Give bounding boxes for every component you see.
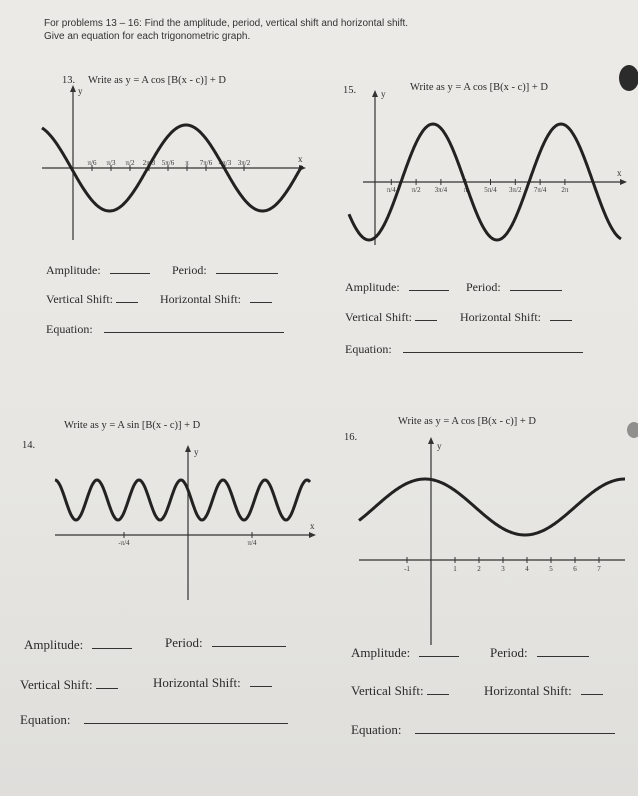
equation-blank[interactable] [403,342,583,353]
period-label: Period: [466,280,501,294]
x-tick-label: 3 [501,565,505,573]
equation-label: Equation: [345,342,392,356]
vertical-shift-label: Vertical Shift: [351,683,424,698]
amplitude-label: Amplitude: [345,280,400,294]
vertical-shift-label: Vertical Shift: [345,310,412,324]
period-blank[interactable] [510,280,562,291]
problem-14-equation [20,712,288,728]
problem-16-number: 16. [344,432,358,443]
x-tick-label: 2π/3 [142,159,156,167]
x-tick-label: 7 [597,565,601,573]
y-axis-label: y [381,90,386,99]
x-axis-label: x [310,521,315,531]
problem-16-horizontal-shift [484,683,603,699]
x-tick-label: π/6 [87,159,97,167]
problem-13-equation [46,322,284,337]
x-tick-label: 4π/3 [218,159,232,167]
x-tick-label: 7π/6 [199,159,213,167]
period-label: Period: [490,645,528,660]
problem-13-amplitude [46,263,150,278]
x-tick-label: -1 [404,565,410,573]
y-axis-label: y [437,441,442,451]
x-tick-label: 3π/4 [434,186,448,194]
period-blank[interactable] [212,636,286,647]
x-tick-label: 3π/2 [509,186,522,194]
x-tick-label: 5 [549,565,553,573]
x-tick-label: π/2 [411,186,421,194]
vertical-shift-blank[interactable] [427,684,449,695]
sine-curve [55,480,310,520]
horizontal-shift-label: Horizontal Shift: [153,675,241,690]
horizontal-shift-blank[interactable] [581,684,603,695]
x-axis-arrow-icon [309,532,316,538]
problem-14-horizontal-shift [153,675,272,691]
problem-13-horizontal-shift [160,292,272,307]
y-axis-arrow-icon [70,85,76,92]
cosine-curve [359,479,625,535]
vertical-shift-label: Vertical Shift: [46,292,113,306]
equation-blank[interactable] [415,723,615,734]
problem-13-period [172,263,278,278]
x-tick-label: 1 [453,565,457,573]
x-tick-label: 2 [477,565,481,573]
equation-label: Equation: [46,322,93,336]
vertical-shift-label: Vertical Shift: [20,677,93,692]
period-blank[interactable] [537,646,589,657]
x-axis-label: x [298,154,303,164]
period-label: Period: [172,263,207,277]
y-axis-label: y [194,447,199,457]
problem-16-instruction: Write as y = A cos [B(x - c)] + D [398,416,536,427]
amplitude-label: Amplitude: [46,263,101,277]
problem-16-graph [355,437,635,647]
x-tick-label: π [185,159,189,167]
problem-14-amplitude [24,637,132,653]
x-tick-label: 3π/2 [237,159,251,167]
horizontal-shift-blank[interactable] [250,292,272,303]
problem-15-amplitude [345,280,449,295]
problem-13-instruction: Write as y = A cos [B(x - c)] + D [88,75,226,86]
problem-16-equation [351,722,615,738]
x-tick-label: -π/4 [118,539,130,547]
problem-15-instruction: Write as y = A cos [B(x - c)] + D [410,82,548,93]
horizontal-shift-label: Horizontal Shift: [460,310,541,324]
amplitude-blank[interactable] [92,638,132,649]
x-tick-label: π/4 [386,186,396,194]
problem-15-equation [345,342,583,357]
equation-blank[interactable] [84,713,288,724]
problem-15-horizontal-shift [460,310,572,325]
horizontal-shift-blank[interactable] [250,676,272,687]
problem-15-number: 15. [343,85,357,96]
x-tick-label: 7π/4 [533,186,547,194]
problem-14-period [165,635,286,651]
vertical-shift-blank[interactable] [415,310,437,321]
period-label: Period: [165,635,203,650]
x-axis-arrow-icon [620,179,627,185]
equation-blank[interactable] [104,322,284,333]
page-smudge [627,422,638,438]
header-instructions: For problems 13 – 16: Find the amplitude, period, vertical shift and horizontal shift. [44,18,409,29]
vertical-shift-blank[interactable] [116,292,138,303]
problem-15-vertical-shift [345,310,437,325]
x-tick-label: π/4 [247,539,257,547]
y-axis-arrow-icon [372,90,378,97]
problem-16-amplitude [351,645,459,661]
problem-13-graph [40,85,330,245]
problem-16-vertical-shift [351,683,449,699]
problem-14-graph [40,445,325,605]
amplitude-label: Amplitude: [351,645,411,660]
equation-label: Equation: [20,712,71,727]
x-tick-label: π/3 [106,159,116,167]
problem-15-period [466,280,562,295]
y-axis-arrow-icon [185,445,191,452]
vertical-shift-blank[interactable] [96,678,118,689]
horizontal-shift-label: Horizontal Shift: [160,292,241,306]
problem-14-number: 14. [22,440,36,451]
amplitude-blank[interactable] [110,263,150,274]
x-tick-label: 6 [573,565,577,573]
x-tick-label: 5π/4 [484,186,497,194]
y-axis-label: y [78,86,83,96]
x-tick-labels [387,179,569,194]
page-smudge [619,65,638,91]
equation-label: Equation: [351,722,402,737]
amplitude-label: Amplitude: [24,637,84,652]
x-tick-label: 4 [525,565,529,573]
horizontal-shift-blank[interactable] [550,310,572,321]
period-blank[interactable] [216,263,278,274]
problem-13-number: 13. [62,75,76,86]
header-subinstructions: Give an equation for each trigonometric graph. [44,31,251,42]
problem-14-instruction: Write as y = A sin [B(x - c)] + D [64,420,201,431]
problem-13-vertical-shift [46,292,138,307]
amplitude-blank[interactable] [409,280,449,291]
amplitude-blank[interactable] [419,646,459,657]
x-tick-label: 2π [561,186,569,194]
problem-14-vertical-shift [20,677,118,693]
problem-16-period [490,645,589,661]
y-axis-arrow-icon [428,437,434,444]
problem-15-graph [345,90,630,250]
x-axis-label: x [617,168,622,178]
x-tick-label: π/2 [125,159,135,167]
horizontal-shift-label: Horizontal Shift: [484,683,572,698]
x-tick-label: π [463,186,468,194]
x-tick-label: 5π/6 [161,159,175,167]
